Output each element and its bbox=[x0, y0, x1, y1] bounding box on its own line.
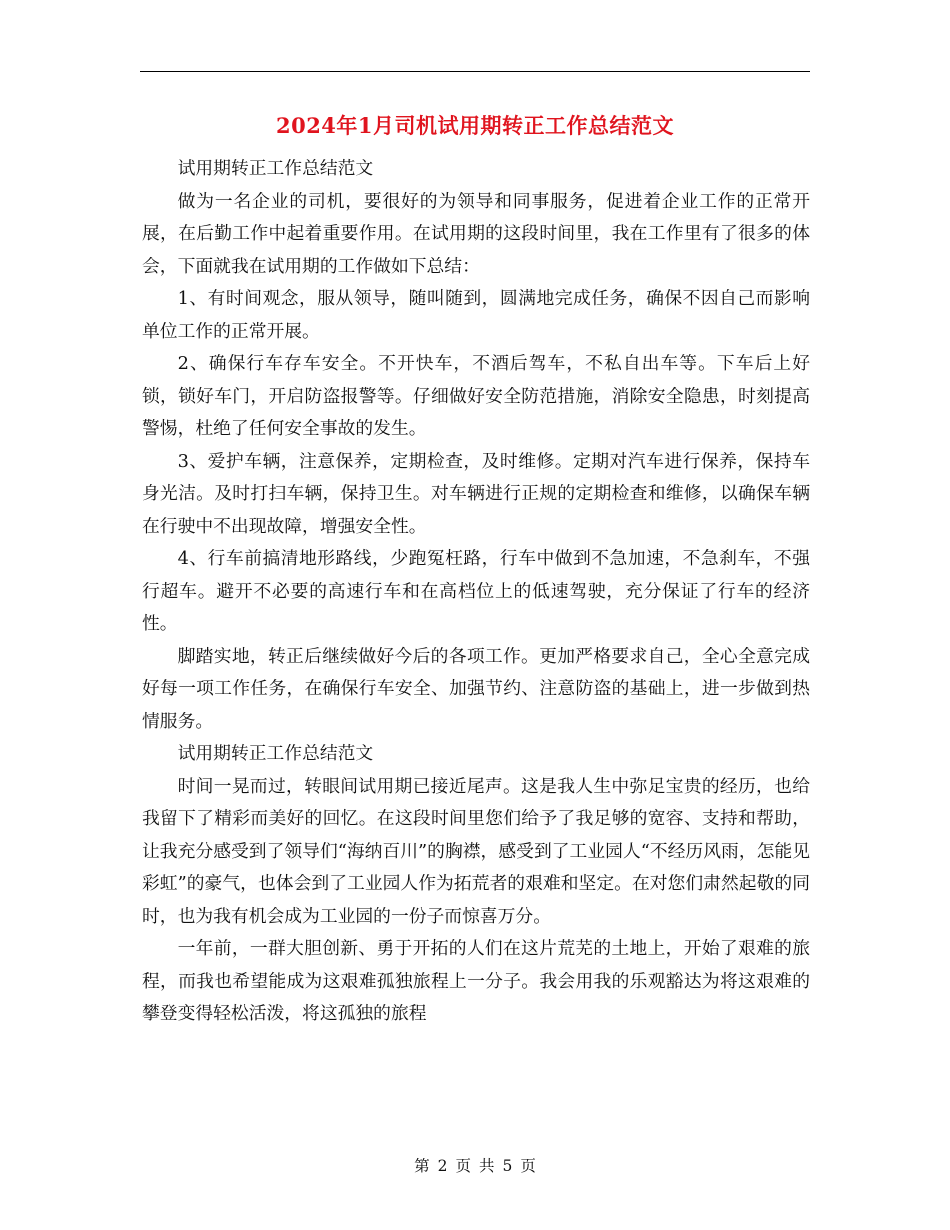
section-heading-2: 试用期转正工作总结范文 bbox=[177, 743, 374, 764]
paragraph-point-2: 2、确保行车存车安全。不开快车，不酒后驾车，不私自出车等。下车后上好锁，锁好车门，开启防盗报警等。仔细做好安全防范措施，消除安全隐患，时刻提高警惕，杜绝了任何安全事故的发生。 bbox=[142, 353, 810, 439]
paragraph-intro: 做为一名企业的司机，要很好的为领导和同事服务，促进着企业工作的正常开展，在后勤工作中起着重要作用。在试用期的这段时间里，我在工作里有了很多的体会，下面就我在试用期的工作做如下总结： bbox=[142, 190, 810, 277]
footer-label-total: 共 bbox=[479, 1157, 495, 1175]
footer-label-after: 页 bbox=[520, 1157, 536, 1175]
footer-label-page: 页 bbox=[455, 1157, 471, 1175]
paragraph-journey: 一年前，一群大胆创新、勇于开拓的人们在这片荒芜的土地上，开始了艰难的旅程，而我也希望能成为这艰难孤独旅程上一分子。我会用我的乐观豁达为将这艰难的攀登变得轻松活泼，将这孤独的旅程 bbox=[142, 938, 810, 1024]
paragraph-point-4: 4、行车前搞清地形路线，少跑冤枉路，行车中做到不急加速，不急刹车，不强行超车。避开不必要的高速行车和在高档位上的低速驾驶，充分保证了行车的经济性。 bbox=[142, 548, 810, 634]
document-body bbox=[142, 153, 810, 1031]
paragraph-point-1: 1、有时间观念，服从领导，随叫随到，圆满地完成任务，确保不因自己而影响单位工作的正常开展。 bbox=[142, 288, 810, 342]
section-heading-1: 试用期转正工作总结范文 bbox=[177, 158, 374, 179]
footer-total-pages: 5 bbox=[502, 1157, 513, 1175]
paragraph-conclusion: 脚踏实地，转正后继续做好今后的各项工作。更加严格要求自己，全心全意完成好每一项工作任务，在确保行车安全、加强节约、注意防盗的基础上，进一步做到热情服务。 bbox=[142, 645, 810, 732]
document-title: 2024年1月司机试用期转正工作总结范文 bbox=[275, 113, 675, 138]
paragraph-reflection: 时间一晃而过，转眼间试用期已接近尾声。这是我人生中弥足宝贵的经历，也给我留下了精彩而美好的回忆。在这段时间里您们给予了我足够的宽容、支持和帮助，让我充分感受到了领导们“海纳百川”的胸襟，感受到了工业园人“不经历风雨，怎能见彩虹”的豪气，也体会到了工业园人作为拓荒者的艰难和坚定。在对您们肃然起敬的同时，也为我有机会成为工业园的一份子而惊喜万分。 bbox=[142, 775, 810, 927]
header-rule bbox=[140, 71, 810, 72]
footer-label-before: 第 bbox=[414, 1157, 430, 1175]
paragraph-point-3: 3、爱护车辆，注意保养，定期检查，及时维修。定期对汽车进行保养，保持车身光洁。及时打扫车辆，保持卫生。对车辆进行正规的定期检查和维修，以确保车辆在行驶中不出现故障，增强安全性。 bbox=[142, 450, 810, 537]
page-number-footer bbox=[0, 1154, 950, 1178]
footer-current-page: 2 bbox=[437, 1157, 448, 1175]
